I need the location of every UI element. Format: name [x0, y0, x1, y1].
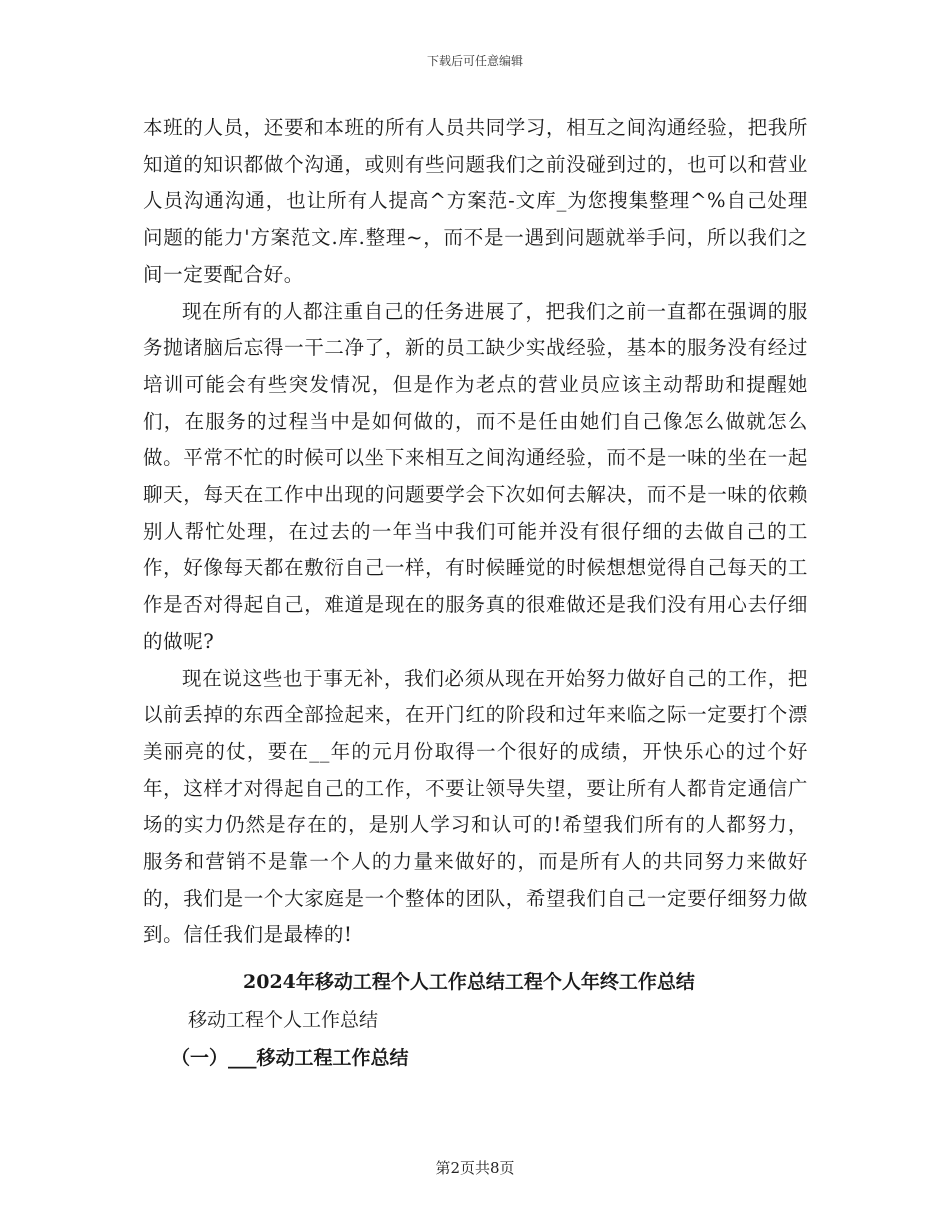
paragraph-2: 现在所有的人都注重自己的任务进展了，把我们之前一直都在强调的服务抛诸脑后忘得一干二净了，新的员工缺少实战经验，基本的服务没有经过培训可能会有些突发情况，但是作为老点的营业员应该主动帮助和提醒她们，在服务的过程当中是如何做的，而不是任由她们自己像怎么做就怎么做。平常不忙的时候可以坐下来相互之间沟通经验，而不是一味的坐在一起聊天，每天在工作中出现的问题要学会下次如何去解决，而不是一味的依赖别人帮忙处理，在过去的一年当中我们可能并没有很仔细的去做自己的工作，好像每天都在敷衍自己一样，有时候睡觉的时候想想觉得自己每天的工作是否对得起自己，难道是现在的服务真的很难做还是我们没有用心去仔细的做呢? — [143, 299, 808, 653]
document-title: 2024年移动工程个人工作总结工程个人年终工作总结 — [243, 971, 695, 994]
paragraph-1: 本班的人员，还要和本班的所有人员共同学习，相互之间沟通经验，把我所知道的知识都做个沟通，或则有些问题我们之前没碰到过的，也可以和营业人员沟通沟通，也让所有人提高^方案范-文库_为您搜集整理^%自己处理问题的能力'方案范文.库.整理~，而不是一遇到问题就举手问，所以我们之间一定要配合好。 — [143, 116, 808, 286]
page-header: 下载后可任意编辑 — [426, 54, 523, 68]
document-subtitle: 移动工程个人工作总结 — [188, 1009, 379, 1032]
page-footer: 第2页共8页 — [435, 1159, 515, 1177]
document-body — [143, 110, 808, 1078]
paragraph-3: 现在说这些也于事无补，我们必须从现在开始努力做好自己的工作，把以前丢掉的东西全部捡起来，在开门红的阶段和过年来临之际一定要打个漂美丽亮的仗，要在__年的元月份取得一个很好的成绩，开快乐心的过个好年，这样才对得起自己的工作，不要让领导失望，要让所有人都肯定通信广场的实力仍然是存在的，是别人学习和认可的!希望我们所有的人都努力，服务和营销不是靠一个人的力量来做好的，而是所有人的共同努力来做好的，我们是一个大家庭是一个整体的团队，希望我们自己一定要仔细努力做到。信任我们是最棒的! — [143, 666, 808, 947]
section-heading: （一）___移动工程工作总结 — [171, 1047, 409, 1070]
